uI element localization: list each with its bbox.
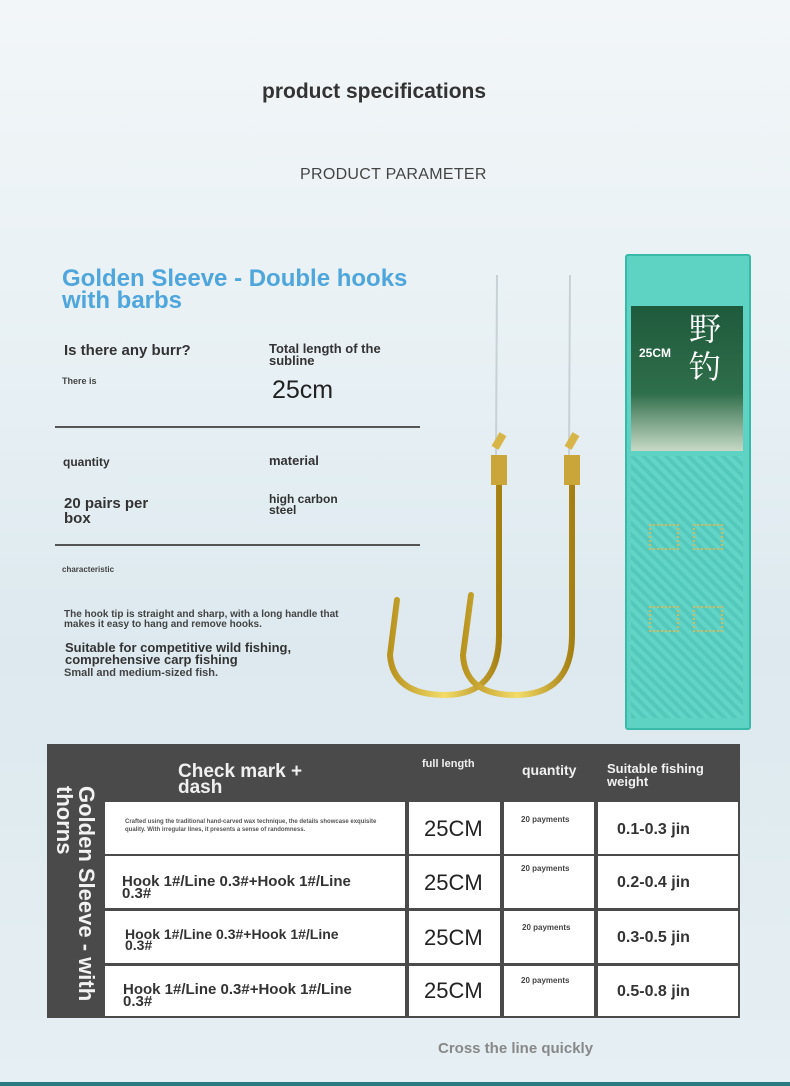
row-spec: Hook 1#/Line 0.3#+Hook 1#/Line 0.3# <box>122 873 351 902</box>
hook-set <box>693 606 723 632</box>
burr-label: Is there any burr? <box>64 342 191 359</box>
divider <box>55 544 420 546</box>
table-header-weight: Suitable fishing weight <box>607 761 704 789</box>
row-qty: 20 payments <box>521 864 570 873</box>
row-weight: 0.5-0.8 jin <box>617 983 690 1000</box>
package-box <box>625 254 751 730</box>
row-weight: 0.2-0.4 jin <box>617 874 690 891</box>
burr-value: There is <box>62 376 97 386</box>
package-window <box>631 456 743 718</box>
row-qty-cell <box>504 802 594 854</box>
row-qty: 20 payments <box>522 923 571 932</box>
row-weight-cell <box>598 911 738 963</box>
row-length: 25CM <box>424 925 483 950</box>
material-value: high carbon steel <box>269 492 338 517</box>
row-qty: 20 payments <box>521 815 570 824</box>
row-length-cell <box>409 966 500 1016</box>
row-qty: 20 payments <box>521 976 570 985</box>
table-row <box>105 802 405 854</box>
row-spec: Hook 1#/Line 0.3#+Hook 1#/Line 0.3# <box>125 926 339 953</box>
characteristic-line: The hook tip is straight and sharp, with a long handle that makes it easy to hang and remove hooks. <box>64 609 339 630</box>
row-qty-cell <box>504 856 594 908</box>
subline-value: 25cm <box>272 376 334 404</box>
table-row <box>105 856 405 908</box>
table-row <box>105 911 405 963</box>
row-length-cell <box>409 911 500 963</box>
row-length-cell <box>409 802 500 854</box>
hook-set <box>649 524 679 550</box>
hook-set <box>649 606 679 632</box>
table-header-length: full length <box>422 758 475 770</box>
fishing-hook-illustration <box>375 255 615 705</box>
table-side-label: Golden Sleeve - with thorns <box>52 786 99 1002</box>
package-size: 25CM <box>639 346 672 360</box>
table-header-quantity: quantity <box>522 762 577 778</box>
characteristic-label: characteristic <box>62 565 115 574</box>
page-subtitle: PRODUCT PARAMETER <box>300 166 487 183</box>
subline-label: Total length of the subline <box>269 341 381 368</box>
table-header-spec: Check mark + dash <box>178 761 303 798</box>
material-label: material <box>269 453 319 468</box>
row-qty-cell <box>504 911 594 963</box>
row-weight: 0.1-0.3 jin <box>617 821 690 838</box>
product-name: Golden Sleeve - Double hooks with barbs <box>62 265 408 314</box>
quantity-value: 20 pairs per box <box>64 495 149 527</box>
bottom-bar <box>0 1082 790 1086</box>
row-length: 25CM <box>424 870 483 895</box>
footer-text: Cross the line quickly <box>438 1040 594 1057</box>
package-label <box>631 306 743 451</box>
quantity-label: quantity <box>63 455 110 469</box>
row-length: 25CM <box>424 816 483 841</box>
page-title: product specifications <box>262 80 487 103</box>
row-spec: Crafted using the traditional hand-carved wax technique, the details showcase exquisite quality. With irregular lines, it presents a sense of randomness. <box>125 819 377 833</box>
spec-table <box>47 744 740 1018</box>
row-length-cell <box>409 856 500 908</box>
row-length: 25CM <box>424 978 483 1003</box>
table-row <box>105 966 405 1016</box>
row-weight-cell <box>598 856 738 908</box>
package-chinese-title: 野钓 <box>689 310 722 386</box>
characteristic-line: Small and medium-sized fish. <box>64 667 219 679</box>
row-spec: Hook 1#/Line 0.3#+Hook 1#/Line 0.3# <box>123 981 352 1010</box>
divider <box>55 426 420 428</box>
row-weight: 0.3-0.5 jin <box>617 929 690 946</box>
row-weight-cell <box>598 966 738 1016</box>
characteristic-line: Suitable for competitive wild fishing, comprehensive carp fishing <box>65 640 292 667</box>
row-qty-cell <box>504 966 594 1016</box>
hook-set <box>693 524 723 550</box>
row-weight-cell <box>598 802 738 854</box>
